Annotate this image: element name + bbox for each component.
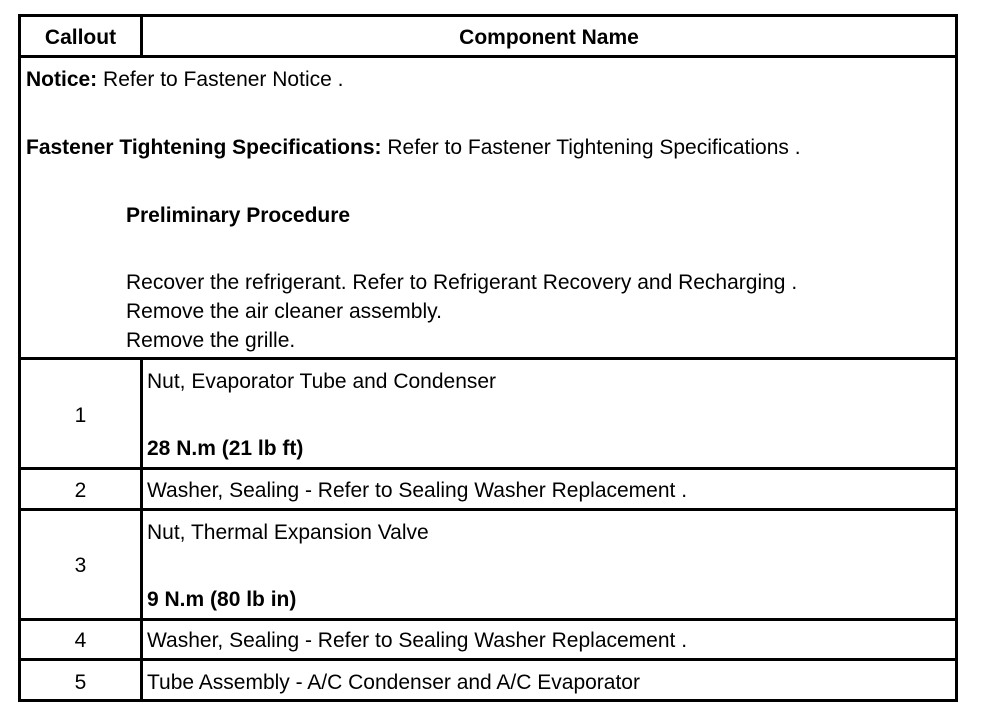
torque-spec-1: 28 N.m (21 lb ft) <box>147 437 304 460</box>
row-divider <box>140 621 143 659</box>
component-name-3: Nut, Thermal Expansion Valve <box>147 521 429 544</box>
notice-text: Refer to Fastener Notice . <box>97 68 344 91</box>
notes-rule <box>21 357 955 360</box>
row-divider <box>140 360 143 468</box>
row-divider <box>140 511 143 619</box>
callout-4: 4 <box>74 629 87 652</box>
callout-2: 2 <box>74 479 87 502</box>
spec-text: Refer to Fastener Tightening Specifications . <box>381 136 801 159</box>
header-callout: Callout <box>44 25 117 49</box>
row-divider <box>140 470 143 508</box>
component-name-4: Washer, Sealing - Refer to Sealing Washer Replacement . <box>147 629 688 652</box>
preliminary-procedure-title: Preliminary Procedure <box>126 204 351 227</box>
notice-line <box>26 68 343 92</box>
procedure-step: Recover the refrigerant. Refer to Refrigerant Recovery and Recharging . <box>126 271 798 294</box>
component-name-1: Nut, Evaporator Tube and Condenser <box>147 370 497 393</box>
notice-label: Notice: <box>26 68 98 91</box>
callout-1: 1 <box>74 404 87 427</box>
procedure-step: Remove the air cleaner assembly. <box>126 300 442 323</box>
header-rule <box>21 55 955 58</box>
spec-label: Fastener Tightening Specifications: <box>26 136 382 159</box>
callout-5: 5 <box>74 671 87 694</box>
component-table <box>18 14 958 702</box>
row-rule <box>21 658 955 661</box>
callout-3: 3 <box>74 554 87 577</box>
component-name-5: Tube Assembly - A/C Condenser and A/C Evaporator <box>147 671 640 694</box>
component-name-2: Washer, Sealing - Refer to Sealing Washer Replacement . <box>147 479 688 502</box>
procedure-step: Remove the grille. <box>126 329 296 352</box>
header-component-name: Component Name <box>459 25 639 49</box>
spec-line <box>26 136 801 160</box>
torque-spec-3: 9 N.m (80 lb in) <box>147 588 297 611</box>
row-divider <box>140 661 143 702</box>
row-rule <box>21 618 955 621</box>
row-rule <box>21 467 955 470</box>
row-rule <box>21 508 955 511</box>
